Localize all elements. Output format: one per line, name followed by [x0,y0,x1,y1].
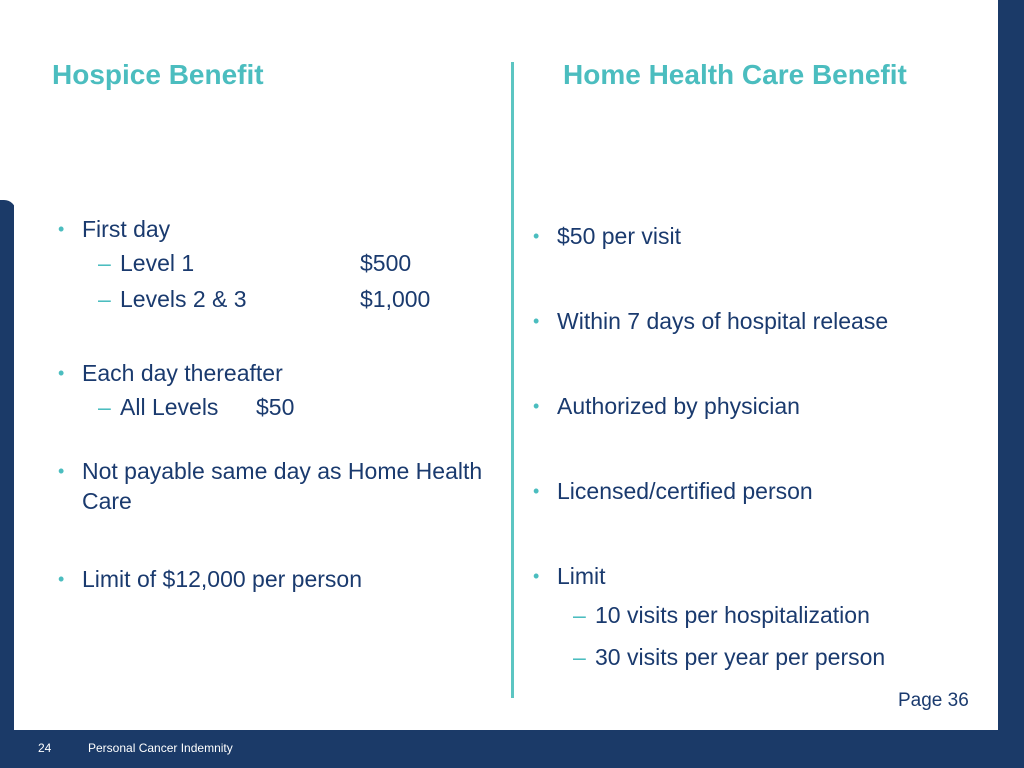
sub-item [58,280,498,318]
bullet-icon: • [533,481,540,501]
bullet-item [533,388,988,424]
bullet-icon: • [533,226,540,246]
dash-icon: – [573,602,586,628]
visits-per-year: 30 visits per year per person [595,644,886,670]
per-visit-text: $50 per visit [557,223,682,249]
each-day-text: Each day thereafter [82,360,283,386]
bullet-item [533,303,988,339]
bullet-item [533,558,988,594]
limit-text: Limit of $12,000 per person [82,566,363,592]
licensed-text: Licensed/certified person [557,478,813,504]
dash-icon: – [98,394,111,420]
visits-per-hospitalization: 10 visits per hospitalization [595,602,870,628]
bullet-icon: • [58,219,65,239]
level23-label: Levels 2 & 3 [120,286,247,312]
bullet-icon: • [58,461,65,481]
sub-item [58,244,498,282]
hospice-column [58,214,498,594]
bullet-item [58,214,498,244]
limit-label: Limit [557,563,606,589]
frame-right-bar [996,0,1024,768]
dash-icon: – [98,250,111,276]
page-reference: Page 36 [898,690,969,711]
bullet-item [533,473,988,509]
authorized-text: Authorized by physician [557,393,800,419]
sub-item [58,388,498,426]
all-levels-label: All Levels [120,394,219,420]
first-day-text: First day [82,216,171,242]
bullet-icon: • [533,566,540,586]
sub-item [533,636,988,678]
bullet-item [58,564,498,594]
not-payable-text: Not payable same day as Home Health Care [82,458,483,514]
level1-label: Level 1 [120,250,195,276]
column-divider [511,62,514,698]
slide-number: 24 [38,741,52,755]
bullet-icon: • [58,363,65,383]
footer-bar [0,730,1024,768]
footer-title: Personal Cancer Indemnity [88,741,233,755]
hospice-benefit-heading: Hospice Benefit [52,59,264,90]
dash-icon: – [98,286,111,312]
dash-icon: – [573,644,586,670]
level1-value: $500 [360,250,412,276]
level23-value: $1,000 [360,286,431,312]
sub-item [533,594,988,636]
bullet-icon: • [58,569,65,589]
within-days-text: Within 7 days of hospital release [557,308,889,334]
bullet-item [58,456,498,516]
home-health-column [533,218,988,678]
bullet-icon: • [533,396,540,416]
bullet-item [58,358,498,388]
home-health-care-heading: Home Health Care Benefit [563,59,907,90]
bullet-item [533,218,988,254]
all-levels-value: $50 [256,394,295,420]
bullet-icon: • [533,311,540,331]
